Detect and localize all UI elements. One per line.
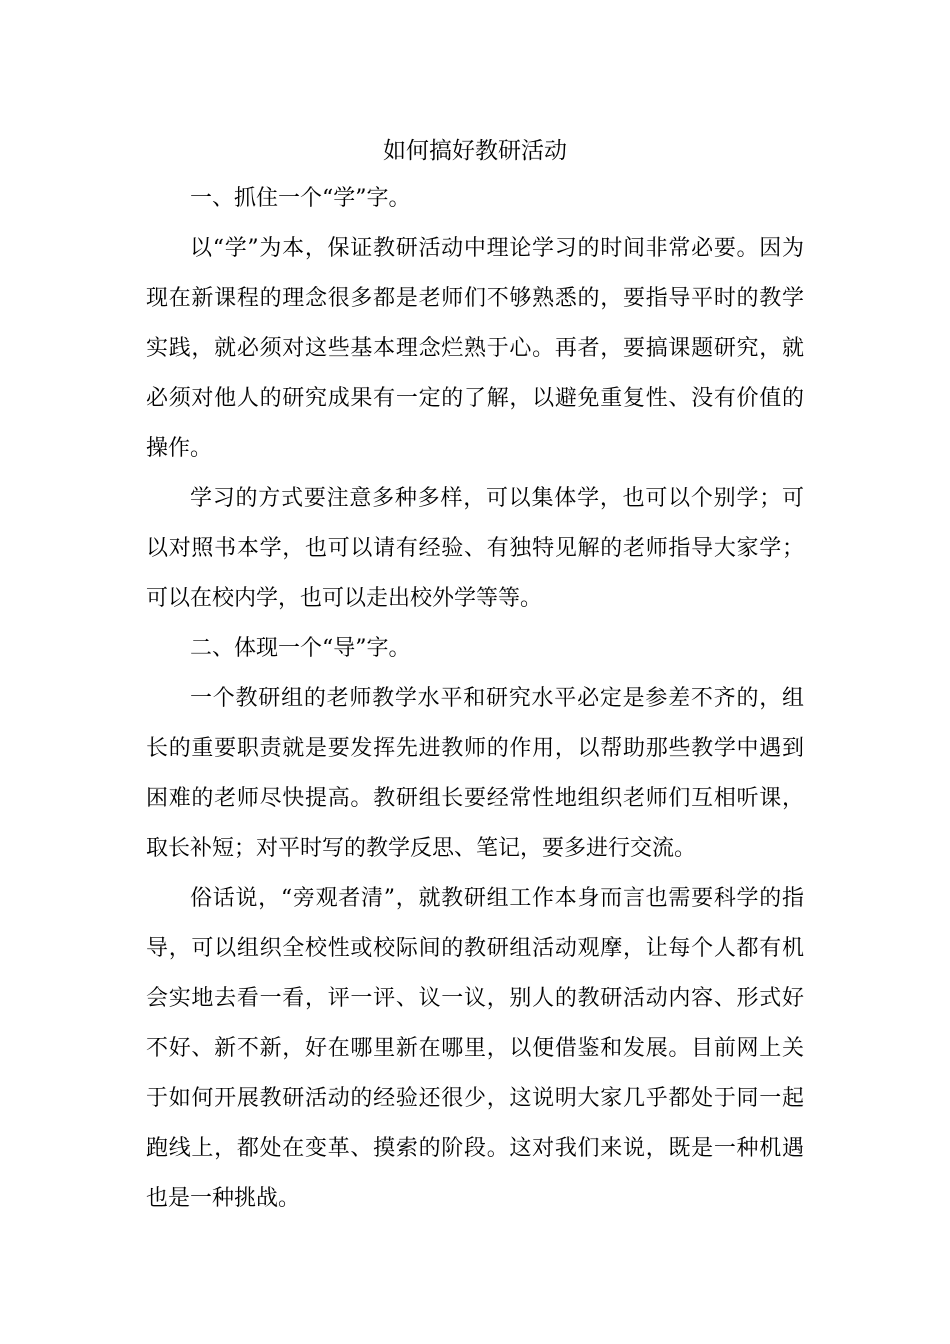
section-heading-2: 二、体现一个“导”字。 (190, 636, 411, 661)
paragraph-2: 学习的方式要注意多种多样，可以集体学，也可以个别学；可以对照书本学，也可以请有经验、有独特见解的老师指导大家学；可以在校内学，也可以走出校外学等等。 (146, 486, 804, 611)
section-heading-1: 一、抓住一个“学”字。 (190, 186, 411, 211)
paragraph-1: 以“学”为本，保证教研活动中理论学习的时间非常必要。因为现在新课程的理念很多都是老师们不够熟悉的，要指导平时的教学实践，就必须对这些基本理念烂熟于心。再者，要搞课题研究，就必须对他人的研究成果有一定的了解，以避免重复性、没有价值的操作。 (146, 236, 804, 461)
document-body (146, 128, 804, 1224)
paragraph-3: 一个教研组的老师教学水平和研究水平必定是参差不齐的，组长的重要职责就是要发挥先进教师的作用，以帮助那些教学中遇到困难的老师尽快提高。教研组长要经常性地组织老师们互相听课，取长补短；对平时写的教学反思、笔记，要多进行交流。 (146, 686, 804, 861)
document-title: 如何搞好教研活动 (383, 138, 567, 164)
paragraph-4: 俗话说，“旁观者清”，就教研组工作本身而言也需要科学的指导，可以组织全校性或校际间的教研组活动观摩，让每个人都有机会实地去看一看，评一评、议一议，别人的教研活动内容、形式好不好、新不新，好在哪里新在哪里，以便借鉴和发展。目前网上关于如何开展教研活动的经验还很少，这说明大家几乎都处于同一起跑线上，都处在变革、摸索的阶段。这对我们来说，既是一种机遇也是一种挑战。 (146, 886, 804, 1211)
